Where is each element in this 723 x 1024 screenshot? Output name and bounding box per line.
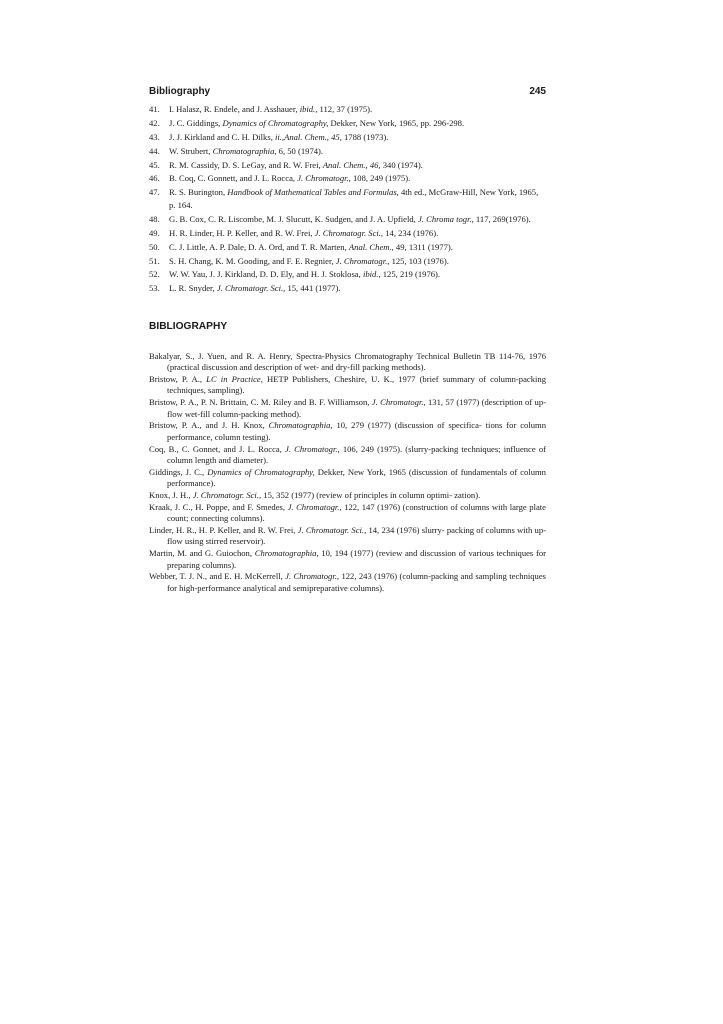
reference-authors: G. B. Cox, C. R. Liscombe, M. J. Slucutt, K. Sudgen, and J. A. Upfield, xyxy=(169,213,418,224)
bibliography-entry xyxy=(149,420,546,443)
bibliography-list xyxy=(149,351,546,594)
reference-source: Handbook of Mathematical Tables and Formulas, xyxy=(227,187,399,198)
bibliography-entry-authors: Bristow, P. A., and J. H. Knox, xyxy=(149,420,269,431)
bibliography-entry-authors: Knox, J. H., xyxy=(149,490,193,500)
bibliography-entry-source: J. Chromatogr., xyxy=(285,443,340,454)
reference-source: Anal. Chem., 46, xyxy=(322,159,381,170)
reference-details: 4th ed., McGraw-Hill, New York, 1965, p. 164. xyxy=(169,187,539,210)
bibliography-entry xyxy=(149,467,546,490)
reference-number: 50. xyxy=(149,241,160,252)
reference-text xyxy=(169,255,546,268)
reference-authors: J. C. Giddings, xyxy=(169,117,223,128)
reference-source: Chromatographia, xyxy=(212,145,277,156)
reference-item xyxy=(149,186,546,211)
reference-authors: S. H. Chang, K. M. Gooding, and F. E. Regnier, xyxy=(169,255,336,266)
reference-text xyxy=(169,227,546,240)
reference-source: J. Chromatogr., xyxy=(335,255,390,266)
bibliography-entry-details: 131, 57 (1977) (description of up-flow wet-fill column-packing method). xyxy=(167,397,546,419)
reference-number: 42. xyxy=(149,117,160,128)
reference-details: 1788 (1973). xyxy=(341,131,389,142)
reference-authors: R. M. Cassidy, D. S. LeGay, and R. W. Frei, xyxy=(169,159,323,170)
page-number: 245 xyxy=(529,86,546,97)
reference-text xyxy=(169,103,546,116)
bibliography-entry-details: 122, 147 (1976) (construction of columns with large plate count; connecting columns). xyxy=(167,501,546,524)
reference-text xyxy=(169,268,546,281)
bibliography-entry xyxy=(149,525,546,548)
reference-details: 340 (1974). xyxy=(380,159,423,170)
bibliography-entry-details: HETP Publishers, Cheshire, U. K., 1977 (brief summary of column-packing techniques, sampling). xyxy=(167,374,546,396)
bibliography-entry-source: Chromatographia, xyxy=(254,548,319,559)
reference-number: 45. xyxy=(149,159,160,170)
reference-details: 108, 249 (1975). xyxy=(350,173,411,184)
bibliography-entry-authors: Kraak, J. C., H. Poppe, and F. Smedes, xyxy=(149,501,288,512)
bibliography-entry-source: J. Chromatogr., xyxy=(287,501,342,512)
reference-details: 6, 50 (1974). xyxy=(276,145,324,156)
reference-number: 53. xyxy=(149,283,160,294)
reference-number: 52. xyxy=(149,269,160,280)
reference-text xyxy=(169,186,546,211)
bibliography-entry-source: LC in Practice, xyxy=(206,374,263,385)
bibliography-entry-source: J. Chromatogr., xyxy=(371,397,426,408)
bibliography-entry-details: 10, 279 (1977) (discussion of specifica- tions for column performance, column testing). xyxy=(167,420,546,442)
bibliography-entry-authors: Bristow, P. A., xyxy=(149,374,207,385)
reference-authors: L. R. Snyder, xyxy=(169,283,217,294)
reference-authors: W. Strubert, xyxy=(169,145,213,156)
bibliography-entry-details: 10, 194 (1977) (review and discussion of various techniques for preparing columns). xyxy=(167,548,547,570)
reference-text xyxy=(169,117,546,130)
bibliography-entry-details: 106, 249 (1975). (slurry-packing techniques; influence of column length and diameter). xyxy=(167,443,547,465)
reference-authors: H. R. Linder, H. P. Keller, and R. W. Frei, xyxy=(169,227,315,238)
reference-number: 51. xyxy=(149,255,160,266)
reference-source: J. Chromatogr., xyxy=(297,173,351,184)
reference-item xyxy=(149,145,546,158)
reference-details: Dekker, New York, 1965, pp. 296-298. xyxy=(328,117,465,128)
reference-details: 49, 1311 (1977). xyxy=(393,241,453,252)
bibliography-entry xyxy=(149,374,546,397)
reference-item xyxy=(149,117,546,130)
reference-source: Dynamics of Chromatography, xyxy=(222,117,329,128)
reference-authors: J. J. Kirkland and C. H. Dilks, xyxy=(169,131,275,142)
reference-text xyxy=(169,282,546,295)
reference-number: 47. xyxy=(149,187,160,198)
reference-source: ibid., xyxy=(299,104,318,114)
running-header xyxy=(149,86,546,100)
reference-details: 14, 234 (1976). xyxy=(383,227,439,238)
bibliography-entry-details: 15, 352 (1977) (review of principles in column optimi- zation). xyxy=(261,490,481,500)
bibliography-entry-authors: Martin, M. and G. Guiochon, xyxy=(149,548,255,559)
reference-number: 44. xyxy=(149,145,160,156)
reference-source: J. Chroma togr., xyxy=(417,213,474,224)
reference-item xyxy=(149,241,546,254)
bibliography-entry-source: J. Chromatogr. Sci., xyxy=(297,525,367,536)
reference-details: 125, 103 (1976). xyxy=(389,255,449,266)
reference-source: J. Chromatogr. Sci., xyxy=(216,283,286,294)
reference-item xyxy=(149,268,546,281)
reference-item xyxy=(149,282,546,295)
reference-authors: W. W. Yau, J. J. Kirkland, D. D. Ely, and H. J. Stoklosa, xyxy=(169,269,363,280)
reference-authors: C. J. Little, A. P. Dale, D. A. Ord, and T. R. Marten, xyxy=(169,241,349,252)
reference-text xyxy=(169,241,546,254)
page-content xyxy=(149,86,546,595)
reference-number: 49. xyxy=(149,227,160,238)
reference-authors: B. Coq, C. Gonnett, and J. L. Rocca, xyxy=(169,173,298,184)
bibliography-entry-details: 14, 234 (1976) slurry- packing of columns with up-flow using stirred reservoir). xyxy=(167,525,546,547)
bibliography-entry-authors: Giddings, J. C., xyxy=(149,466,208,477)
bibliography-entry xyxy=(149,444,546,467)
bibliography-entry xyxy=(149,502,546,525)
bibliography-entry-source: Dynamics of Chromatography, xyxy=(207,466,315,477)
reference-details: 125, 219 (1976). xyxy=(380,269,441,280)
bibliography-entry-details: Dekker, New York, 1965 (discussion of fundamentals of column performance). xyxy=(167,466,546,489)
bibliography-entry-authors: Bakalyar, S., J. Yuen, and R. A. Henry, Spectra-Physics Chromatography Technical Bulletin TB 114-76, 1976 (practical discussion and description of wet- and dry-fill packing methods). xyxy=(149,350,546,373)
reference-text xyxy=(169,159,546,172)
reference-authors: I. Halasz, R. Endele, and J. Asshauer, xyxy=(169,104,300,114)
reference-text xyxy=(169,145,546,158)
reference-item xyxy=(149,159,546,172)
bibliography-entry xyxy=(149,548,546,571)
bibliography-entry-details: 122, 243 (1976) (column-packing and sampling techniques for high-performance analytical and semipreparative columns). xyxy=(167,571,547,593)
reference-number: 46. xyxy=(149,173,160,184)
bibliography-entry-source: Chromatographia, xyxy=(268,420,333,431)
bibliography-entry xyxy=(149,571,546,594)
reference-number: 43. xyxy=(149,131,160,142)
reference-list xyxy=(149,103,546,295)
bibliography-entry-authors: Linder, H. R., H. P. Keller, and R. W. Frei, xyxy=(149,525,298,536)
bibliography-entry-authors: Bristow, P. A., P. N. Brittain, C. M. Riley and B. F. Williamson, xyxy=(149,397,372,408)
reference-source: J. Chromatogr. Sci., xyxy=(314,227,384,238)
bibliography-entry-authors: Webber, T. J. N., and E. H. McKerrell, xyxy=(149,571,286,582)
reference-number: 48. xyxy=(149,213,160,224)
reference-details: 117, 269(1976). xyxy=(473,213,531,224)
bibliography-entry xyxy=(149,397,546,420)
bibliography-entry xyxy=(149,490,546,501)
reference-details: 15, 441 (1977). xyxy=(285,283,341,294)
bibliography-entry-source: J. Chromatogr., xyxy=(285,571,340,582)
bibliography-entry-source: J. Chromatogr. Sci., xyxy=(192,490,262,500)
reference-text xyxy=(169,213,546,226)
reference-item xyxy=(149,103,546,116)
reference-text xyxy=(169,172,546,185)
reference-source: ibid., xyxy=(362,269,381,280)
bibliography-entry xyxy=(149,351,546,374)
reference-item xyxy=(149,131,546,144)
reference-item xyxy=(149,213,546,226)
reference-authors: R. S. Burington, xyxy=(169,187,228,198)
bibliography-entry-authors: Coq, B., C. Gonnet, and J. L. Rocca, xyxy=(149,443,286,454)
reference-number: 41. xyxy=(149,104,160,114)
reference-item xyxy=(149,172,546,185)
reference-details: 112, 37 (1975). xyxy=(317,104,373,114)
reference-source: Anal. Chem., xyxy=(348,241,394,252)
reference-text xyxy=(169,131,546,144)
reference-item xyxy=(149,227,546,240)
running-header-title: Bibliography xyxy=(149,86,211,97)
bibliography-heading: BIBLIOGRAPHY xyxy=(149,320,228,332)
reference-source: ii.,Anal. Chem., 45, xyxy=(275,131,342,142)
reference-item xyxy=(149,255,546,268)
